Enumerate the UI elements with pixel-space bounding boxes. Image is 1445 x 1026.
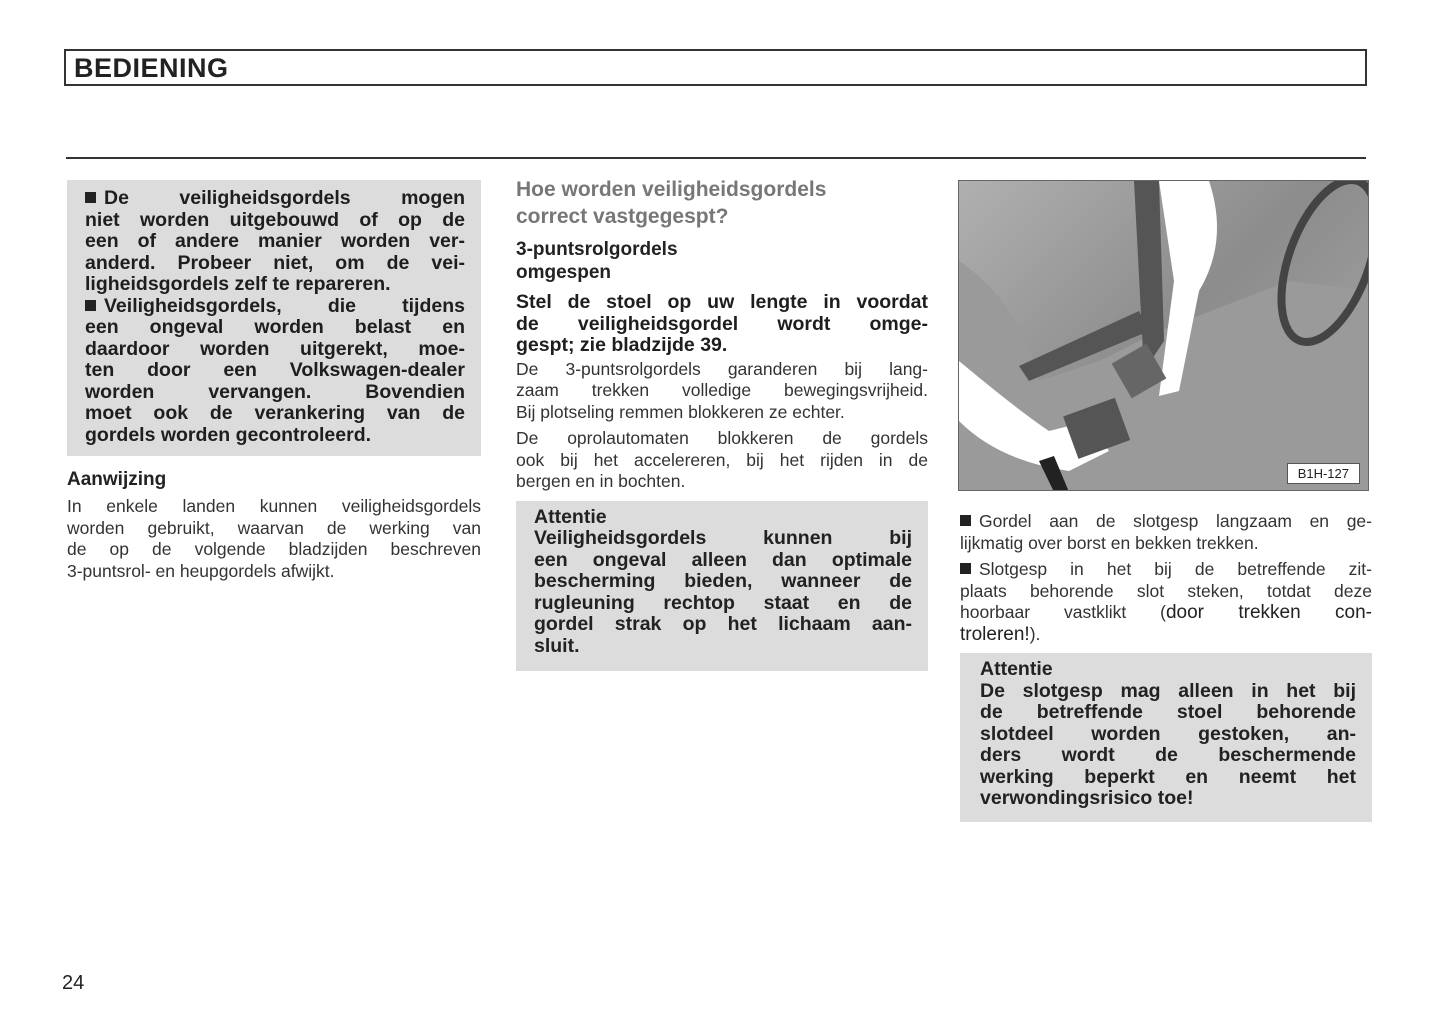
text-line [67,518,481,540]
text: niet worden uitgebouwd of op de [85,208,465,231]
list-item [960,511,1372,554]
text: 3-puntsrol- en heupgordels afwijkt. [67,560,335,581]
text: gordels worden gecontroleerd. [85,423,372,446]
figure-label: B1H-127 [1287,463,1360,484]
text-line [85,360,465,382]
text: moet ook de verankering van de [85,402,465,424]
text: 3-puntsrolgordels [516,239,678,260]
section-header [64,49,1367,86]
text: hoorbaar vastklikt ( [960,602,1166,622]
text-line [85,425,465,447]
seatbelt-illustration [959,181,1369,491]
section-title: BEDIENING [74,53,229,83]
text-line [534,550,912,572]
attention-text [534,528,912,657]
text: ten door een Volkswagen-dealer [85,359,465,381]
attention-box [516,501,928,672]
text: Stel de stoel op uw lengte in voordat [516,291,928,313]
text-line [516,203,928,230]
text-line [67,496,481,518]
text: bergen en in bochten. [516,471,686,491]
bullet-icon [85,192,96,203]
instruction [516,292,928,357]
subheading [516,238,928,284]
middle-column [516,176,928,671]
text-line [516,380,928,402]
text: omgespen [516,262,612,283]
text-line [516,402,928,424]
note-heading: Aanwijzing [67,469,167,490]
text-line [85,317,465,339]
text-line [67,561,481,583]
text: een ongeval worden belast en [85,316,465,338]
text-line [960,511,1372,533]
text-line [980,788,1356,810]
warning-box [67,180,481,456]
text: zaam trekken volledige bewegingsvrijheid. [516,380,928,400]
text: plaats behorende slot steken, totdat deze [960,580,1372,601]
text-line [516,359,928,381]
text-line [85,339,465,361]
text-line [534,571,912,593]
text: ders wordt de beschermende [980,744,1356,766]
text: Slotgesp in het bij de betreffende zit- [979,559,1372,579]
page-number: 24 [62,972,85,994]
text: de veiligheidsgordel wordt omge- [516,312,928,335]
text-line [67,539,481,561]
text-line [534,528,912,550]
text: Veiligheidsgordels, die tijdens [104,294,465,317]
text-line [980,702,1356,724]
left-column [67,180,481,582]
text: sluit. [534,634,580,657]
right-column [960,511,1372,822]
text-line [980,681,1356,703]
text: de betreffende stoel behorende [980,701,1356,723]
note-text [67,496,481,582]
text: slotdeel worden gestoken, an- [980,722,1356,745]
text-line [960,581,1372,603]
attention-box [960,653,1372,822]
bullet-icon [960,563,971,574]
text: rugleuning rechtop staat en de [534,591,912,614]
text-line [534,614,912,636]
paragraph [516,428,928,493]
bold-text: troleren! [960,623,1030,645]
text-line [516,428,928,450]
attention-title: Attentie [534,505,607,528]
text-line [85,296,465,318]
text-line [85,253,465,275]
bullet-icon [85,300,96,311]
text-line [516,176,928,203]
text: de op de volgende bladzijden beschreven [67,539,481,559]
text: worden gebruikt, waarvan de werking van [67,517,481,538]
text: een ongeval alleen dan optimale [534,548,912,571]
text-line [516,238,928,261]
figure-seatbelt-illustration [958,180,1369,491]
text-line [85,188,465,210]
text-line [85,210,465,232]
text-line [980,767,1356,789]
text: Bij plotseling remmen blokkeren ze echter. [516,401,845,422]
text: een of andere manier worden ver- [85,230,465,252]
text-line [980,724,1356,746]
text-line [85,274,465,296]
list-item-continuation [960,602,1372,645]
text: daardoor worden uitgerekt, moe- [85,337,465,360]
text-line [516,261,928,284]
text: In enkele landen kunnen veiligheidsgordels [67,496,481,516]
text: werking beperkt en neemt het [980,765,1356,788]
text: Hoe worden veiligheidsgordels [516,178,827,201]
bold-text: door trekken con- [1165,602,1372,623]
text-line [960,533,1372,555]
divider [66,157,1366,159]
list-item [960,559,1372,602]
text: De oprolautomaten blokkeren de gordels [516,428,928,448]
text: De slotgesp mag alleen in het bij [980,679,1356,702]
text: De 3-puntsrolgordels garanderen bij lang- [516,358,928,379]
text: Veiligheidsgordels kunnen bij [534,527,912,549]
text-line [85,382,465,404]
text: gordel strak op het lichaam aan- [534,613,912,635]
text: De veiligheidsgordels mogen [104,187,465,209]
text: ook bij het accelereren, bij het rijden in de [516,449,928,470]
text-line [516,314,928,336]
attention-text [980,681,1356,810]
text: verwondingsrisico toe! [980,787,1194,809]
text: ). [1029,623,1041,644]
text: worden vervangen. Bovendien [85,380,465,403]
paragraph [516,359,928,424]
text-line [516,450,928,472]
text: ligheidsgordels zelf te repareren. [85,273,391,295]
text-line [960,559,1372,581]
text-line [516,292,928,314]
text: anderd. Probeer niet, om de vei- [85,251,465,274]
text: bescherming bieden, wanneer de [534,570,912,592]
text-line [516,335,928,357]
text: correct vastgegespt? [516,205,729,228]
text: gespt; zie bladzijde 39. [516,334,728,356]
text: lijkmatig over borst en bekken trekken. [960,532,1259,553]
text-line [516,471,928,493]
text: Gordel aan de slotgesp langzaam en ge- [979,511,1372,531]
text-line [980,745,1356,767]
text-line [85,403,465,425]
bullet-icon [960,515,971,526]
text-line [534,636,912,658]
heading [516,176,928,230]
text-line [534,593,912,615]
text-line [85,231,465,253]
attention-title: Attentie [980,658,1053,680]
